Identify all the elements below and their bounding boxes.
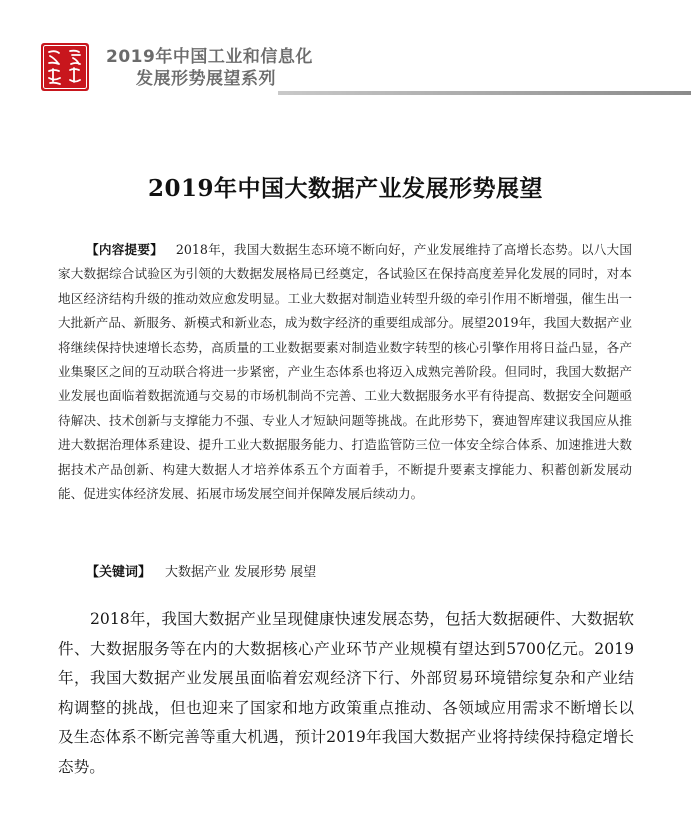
abstract-label: 【内容提要】 [86,242,164,257]
series-title-line2: 发展形势展望系列 [136,69,276,89]
abstract-paragraph [58,238,632,506]
abstract-text: 2018年，我国大数据生态环境不断向好，产业发展维持了高增长态势。以八大国家大数据综合试验区为引领的大数据发展格局已经奠定，各试验区在保持高度差异化发展的同时，对本地区经济结构升级的推动效应愈发明显。工业大数据对制造业转型升级的牵引作用不断增强，催生出一大批新产品、新服务、新模式和新业态，成为数字经济的重要组成部分。展望2019年，我国大数据产业将继续保持快速增长态势，高质量的工业数据要素对制造业数字转型的核心引擎作用将日益凸显，各产业集聚区之间的互动联合将进一步紧密，产业生态体系也将迈入成熟完善阶段。但同时，我国大数据产业发展也面临着数据流通与交易的市场机制尚不完善、工业大数据服务水平有待提高、数据安全问题亟待解决、技术创新与支撑能力不强、专业人才短缺问题等挑战。在此形势下，赛迪智库建议我国应从推进大数据治理体系建设、提升工业大数据服务能力、打造监管防三位一体安全综合体系、加速推进大数据技术产品创新、构建大数据人才培养体系五个方面着手，不断提升要素支撑能力、积蓄创新发展动能、促进实体经济发展、拓展市场发展空间并保障发展后续动力。 [58,242,632,502]
series-title [106,46,313,90]
header-divider [278,91,691,95]
body-paragraph: 2018年，我国大数据产业呈现健康快速发展态势，包括大数据硬件、大数据软件、大数据服务等在内的大数据核心产业环节产业规模有望达到5700亿元。2019年，我国大数据产业发展虽面临着宏观经济下行、外部贸易环境错综复杂和产业结构调整的挑战，但也迎来了国家和地方政策重点推动、各领域应用需求不断增长以及生态体系不断完善等重大机遇，预计2019年我国大数据产业将持续保持稳定增长态势。 [58,610,634,776]
keywords-label: 【关键词】 [86,565,152,580]
ccid-seal-logo [40,42,90,92]
series-header [40,42,691,102]
keywords-text: 大数据产业 发展形势 展望 [165,565,317,580]
series-title-line1: 2019年中国工业和信息化 [106,47,313,67]
keywords-line [58,561,632,585]
page-title: 2019年中国大数据产业发展形势展望 [147,175,543,202]
